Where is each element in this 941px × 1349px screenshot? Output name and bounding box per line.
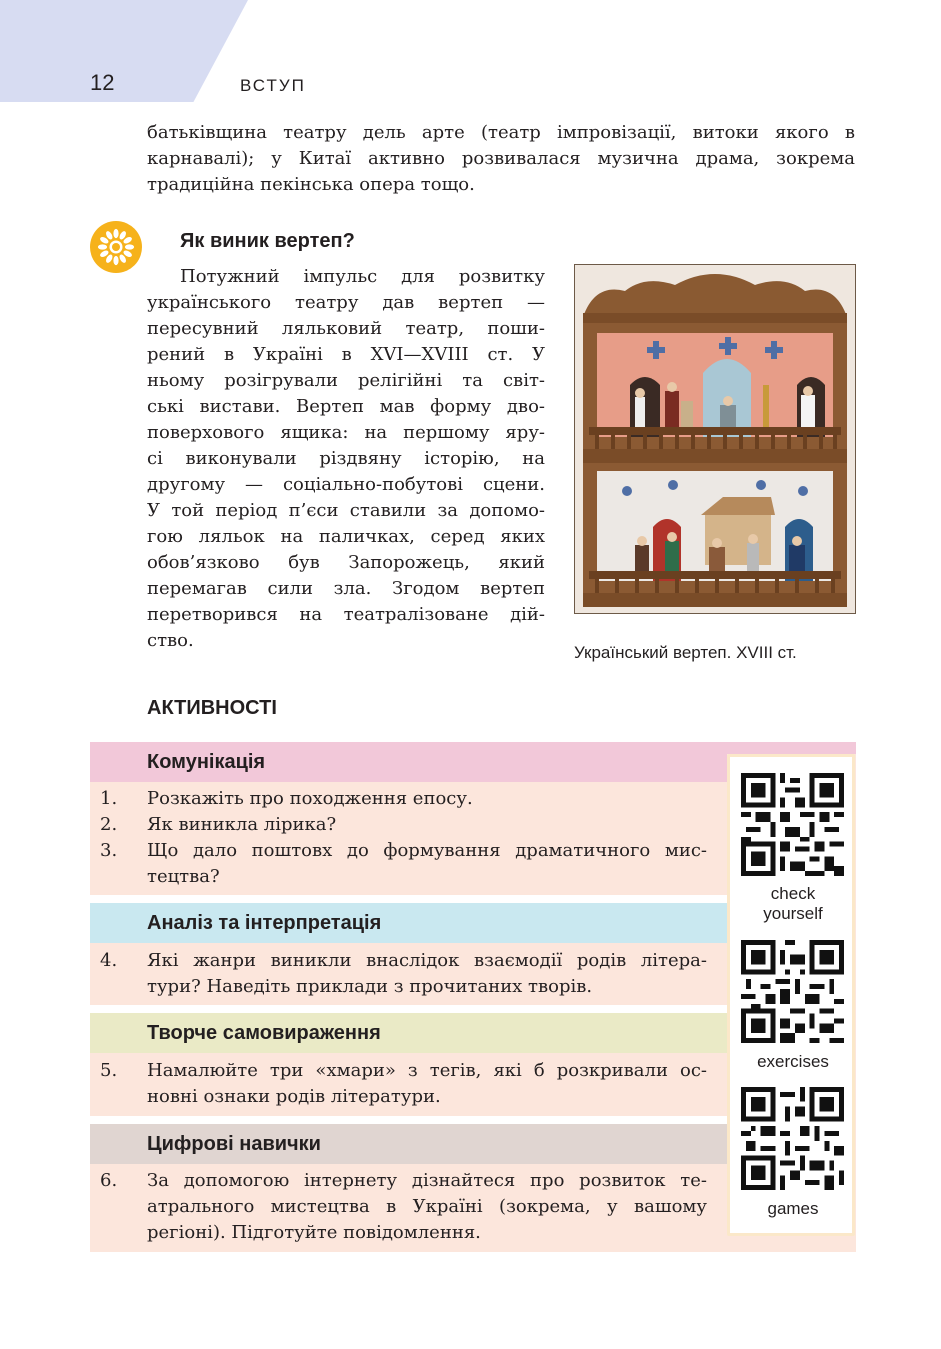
intro-line: батьківщина театру дель арте (театр імпровізації, витоки якого в (147, 122, 855, 143)
item-number: 5. (100, 1060, 118, 1081)
qr-label-check-yourself (732, 884, 854, 924)
list-item (90, 838, 710, 890)
item-text-line: Які жанри виникли внаслідок взаємодії родів літера- (147, 950, 707, 971)
text-line: пересувний ляльковий театр, поши- (147, 318, 545, 339)
text-line: обов’язково був Запорожець, який (147, 552, 545, 573)
item-text-line: тецтва? (147, 866, 220, 887)
item-text-line: новні ознаки родів літератури. (147, 1086, 441, 1107)
intro-line: карнавалі); у Китаї активно розвивалася музична драма, зокрема (147, 148, 855, 169)
item-text-line: За допомогою інтернету дізнайтеся про розвиток те- (147, 1170, 707, 1191)
photo-caption: Український вертеп. XVIII ст. (574, 643, 797, 662)
divider (90, 895, 727, 903)
text-line: рений в Україні в XVI—XVIII ст. У (147, 344, 545, 365)
item-number: 4. (100, 950, 118, 971)
text-line: ство. (147, 630, 194, 651)
intro-line: традиційна пекінська опера тощо. (147, 174, 475, 195)
divider (90, 1116, 727, 1124)
vertep-photo (574, 264, 856, 614)
qr-label-line: games (767, 1199, 819, 1218)
item-text (147, 1168, 707, 1246)
qr-label-games (732, 1199, 854, 1219)
qr-code-icon[interactable] (741, 940, 844, 1043)
category-analysis: Аналіз та інтерпретація (90, 903, 727, 943)
item-text-line: атрального мистецтва в Україні (зокрема, у вашому (147, 1196, 707, 1217)
text-line: українського театру дав вертеп — (147, 292, 545, 313)
text-line: другому — соціально-побутові сцени. (147, 474, 545, 495)
item-number: 2. (100, 814, 118, 835)
text-line: ські вистави. Вертеп мав форму дво- (147, 396, 545, 417)
page-number: 12 (90, 70, 115, 95)
item-text (147, 948, 707, 1000)
qr-code-icon[interactable] (741, 773, 844, 876)
item-number: 6. (100, 1170, 118, 1191)
header-corner-shape (0, 0, 248, 102)
item-text (147, 838, 707, 890)
qr-label-line: yourself (763, 904, 823, 923)
qr-label-exercises (732, 1052, 854, 1072)
list-item (90, 948, 710, 1000)
text-line: поверхового ящика: на першому яру- (147, 422, 545, 443)
text-line: сі виконували різдвяну історію, на (147, 448, 545, 469)
text-line: ньому розігрували релігійні та світ- (147, 370, 545, 391)
item-text (147, 1058, 707, 1110)
text-line: перемагав сили зла. Згодом вертеп (147, 578, 545, 599)
qr-code-icon[interactable] (741, 1087, 844, 1190)
text-line: гою ляльок на паличках, серед яких (147, 526, 545, 547)
item-text-line: тури? Наведіть приклади з прочитаних творів. (147, 976, 593, 997)
category-communication: Комунікація (90, 742, 727, 782)
item-text: Розкажіть про походження епосу. (147, 788, 473, 809)
activities-heading: АКТИВНОСТІ (147, 697, 277, 719)
item-text-line: регіоні). Підготуйте повідомлення. (147, 1222, 481, 1243)
text-line: У той період п’єси ставили за допомо- (147, 500, 545, 521)
item-text-line: Що дало поштовх до формування драматичного мис- (147, 840, 707, 861)
item-number: 1. (100, 788, 118, 809)
vertep-paragraph (147, 264, 545, 654)
list-item (90, 1168, 710, 1246)
category-creative: Творче самовираження (90, 1013, 727, 1053)
divider (90, 1005, 727, 1013)
qr-label-line: exercises (757, 1052, 829, 1071)
section-title: ВСТУП (240, 76, 306, 95)
item-number: 3. (100, 840, 118, 861)
text-line: перетворився на театралізоване дій- (147, 604, 545, 625)
vertep-heading: Як виник вертеп? (180, 230, 355, 252)
item-text: Як виникла лірика? (147, 814, 337, 835)
intro-paragraph (147, 120, 855, 198)
category-digital: Цифрові навички (90, 1124, 727, 1164)
list-item (90, 1058, 710, 1110)
qr-label-line: check (770, 884, 816, 903)
item-text-line: Намалюйте три «хмари» з тегів, які б розкривали ос- (147, 1060, 707, 1081)
sun-icon (90, 221, 142, 273)
text-line: Потужний імпульс для розвитку (180, 266, 545, 287)
